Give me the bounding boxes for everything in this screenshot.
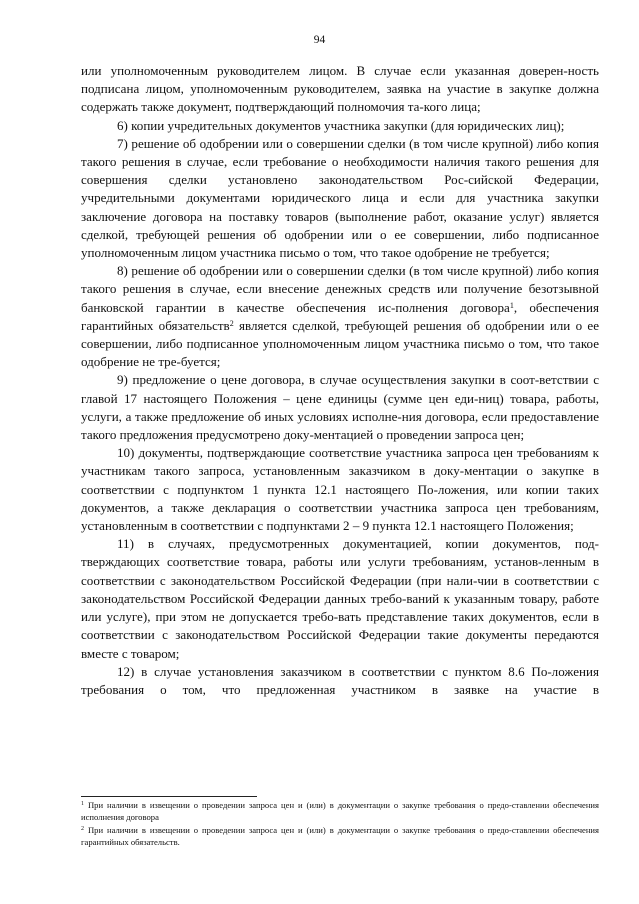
footnote-mark-1: 1 (81, 801, 84, 807)
paragraph-continuation: или уполномоченным руководителем лицом. В случае если указанная доверен-ность подписана лицом, уполномоченным руководителем, заявка на участие в закупке должна содержать также документ, подтверждающий полномочия та-кого лица; (81, 63, 599, 115)
item-8-text-part3: является сделкой, требующей решения об одобрении или о ее совершении, либо подписанное уполномоченным лицом участника письмо о том, что такое одобрение не тре-буется; (81, 317, 599, 370)
footnotes (81, 799, 599, 849)
footnote-2-text: При наличии в извещении о проведении запроса цен и (или) в документации о закупке требования о предо-ставлении обеспечения гарантийных обязательств. (81, 824, 599, 848)
footnote-1-text: При наличии в извещении о проведении запроса цен и (или) в документации о закупке требования о предо-ставлении обеспечения исполнения договора (81, 800, 599, 823)
footnote-1 (81, 799, 599, 824)
paragraph-item-11: 11) в случаях, предусмотренных документацией, копии документов, под-тверждающих соответствие товара, работы или услуги требованиям, установ-ленным в соответствии с законодательством Российской Федерации (при нали-чии в соответствии с законодательством Российской Федерации данных требо-ваний к указанным товару, работе или услуге), при этом не допускается требо-вать представление таких документов, если в соответствии с законодательством Российской Федерации такие документы передаются вместе с товаром; (81, 536, 599, 661)
page-number: 94 (313, 34, 326, 46)
paragraph-item-6: 6) копии учредительных документов участника закупки (для юридических лиц); (117, 117, 565, 133)
footnote-divider (81, 796, 257, 797)
footnote-mark-2: 2 (81, 825, 84, 832)
item-8-text-part2: , обеспечения гарантийных обязательств (81, 299, 599, 333)
paragraph-item-8 (81, 262, 599, 371)
paragraph-item-12: 12) в случае установления заказчиком в соответствии с пунктом 8.6 По-ложения требования о том, что предложенная участником в заявке на участие в (81, 663, 599, 697)
paragraph-item-9: 9) предложение о цене договора, в случае осуществления закупки в соот-ветствии с главой 17 настоящего Положения – цене единицы (сумме цен еди-ниц) товара, работы, услуги, а также предложение об иных условиях исполне-ния договора, если предоставление такого предложения предусмотрено доку-ментацией о проведении запроса цен; (81, 372, 599, 443)
paragraph-item-10: 10) документы, подтверждающие соответствие участника запроса цен требованиям к участникам такого запроса, установленным заказчиком в доку-ментации о закупке в соответствии с подпунктом 1 пункта 12.1 настоящего По-ложения, или копии таких документов, а также декларация о соответствии участника запроса цен требованиям, установленным в соответствии с подпунктами 2 – 9 пункта 12.1 настоящего Положения; (81, 445, 599, 534)
paragraph-item-7: 7) решение об одобрении или о совершении сделки (в том числе крупной) либо копия такого решения в случае, если требование о необходимости наличия такого решения для совершения сделки установлено законодательством Рос-сийской Федерации, учредительными документами юридического лица и если для участника закупки заключение договора на поставку товаров (выполнение работ, оказание услуг) является сделкой, требующей решения об одобрении или о ее совершении, либо подписанное уполномоченным лицом участника письмо о том, что такое одобрение не требуется; (81, 135, 599, 261)
footnote-ref-1: 1 (509, 300, 514, 310)
footnote-ref-2: 2 (229, 318, 234, 328)
main-text (81, 62, 599, 699)
item-8-text-part1: 8) решение об одобрении или о совершении сделки (в том числе крупной) либо копия такого решения в случае, если внесение денежных средств или получение безотзывной банковской гарантии в качестве обеспечения ис-полнения договора (81, 263, 599, 315)
footnote-2 (81, 824, 599, 849)
